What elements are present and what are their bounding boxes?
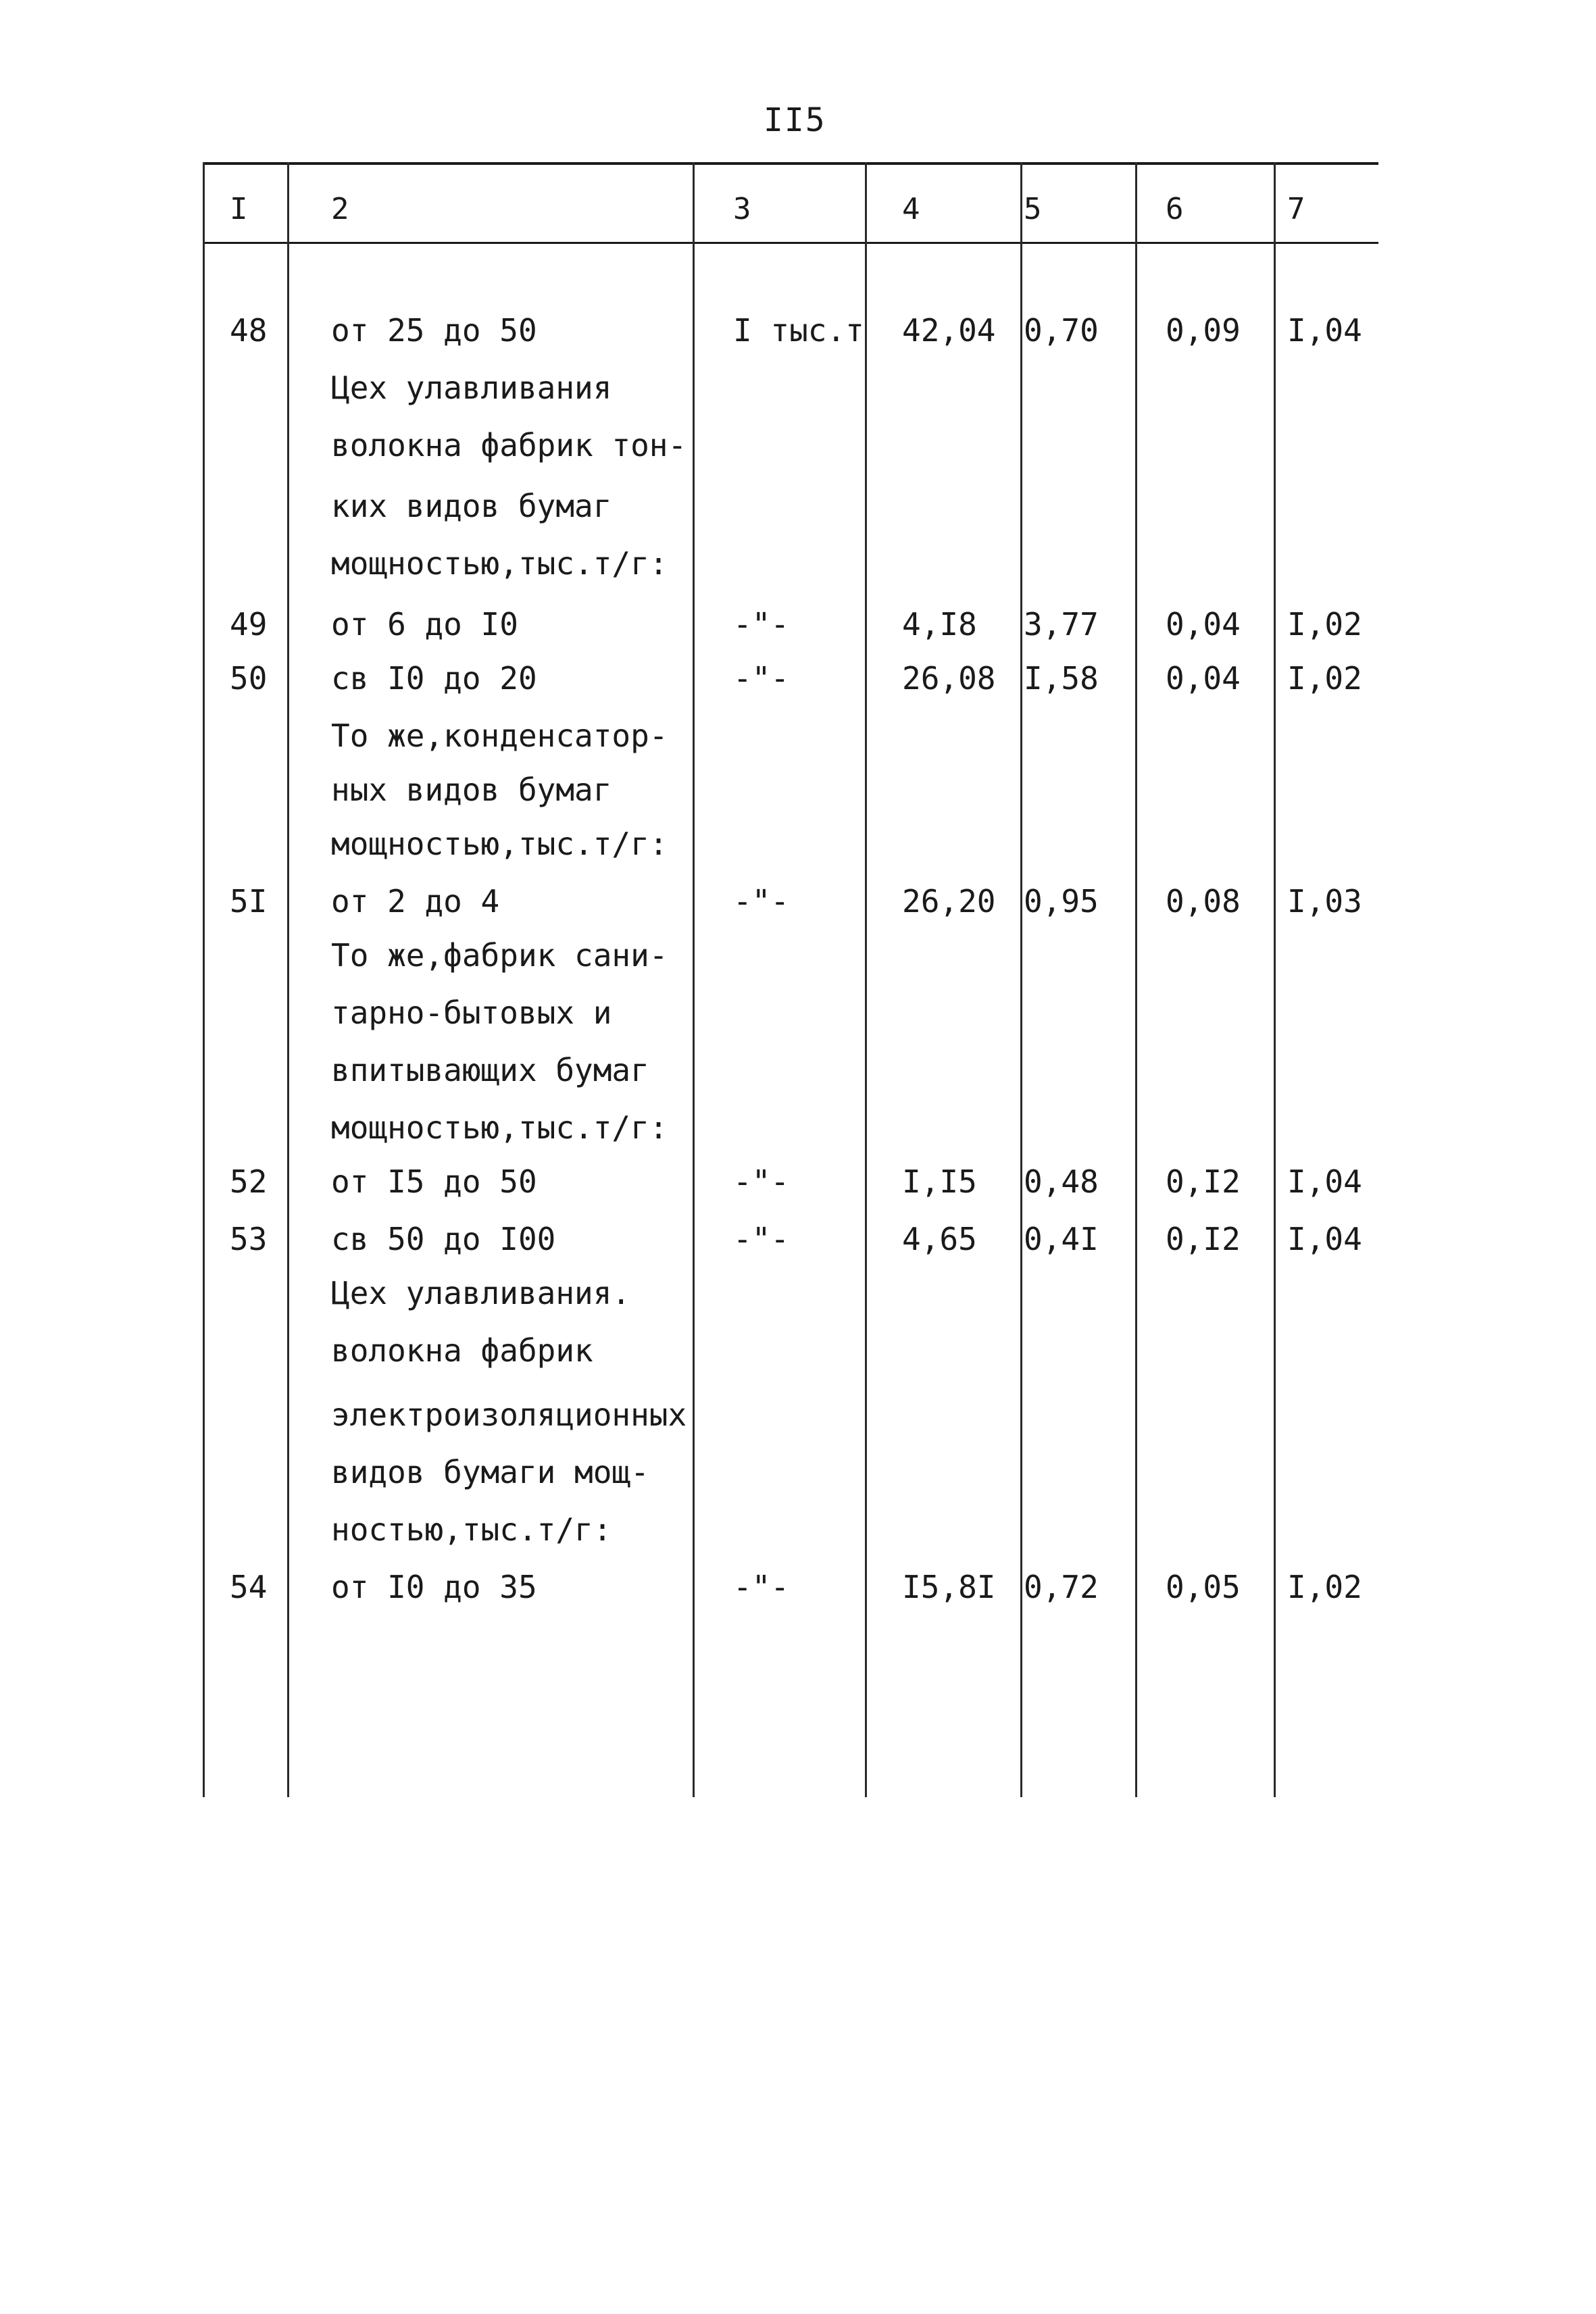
row-number: 49 xyxy=(230,606,268,643)
row-unit: I тыс.т xyxy=(733,312,864,349)
column-header: 6 xyxy=(1166,192,1184,226)
row-unit: -"- xyxy=(733,1569,790,1605)
row-value-5: 0,72 xyxy=(1024,1569,1099,1605)
column-divider xyxy=(287,162,289,1797)
row-value-5: 0,95 xyxy=(1024,883,1099,920)
row-value-6: 0,04 xyxy=(1166,606,1241,643)
row-value-6: 0,I2 xyxy=(1166,1221,1241,1257)
row-value-4: 42,04 xyxy=(902,312,996,349)
column-divider xyxy=(1020,162,1022,1797)
row-description: электроизоляционных xyxy=(331,1397,687,1433)
row-value-4: I,I5 xyxy=(902,1163,977,1200)
row-value-4: 26,08 xyxy=(902,660,996,697)
row-unit: -"- xyxy=(733,660,790,697)
row-description: ностью,тыс.т/г: xyxy=(331,1511,612,1548)
row-description: мощностью,тыс.т/г: xyxy=(331,1109,668,1146)
row-value-7: I,04 xyxy=(1287,1163,1362,1200)
column-header: 2 xyxy=(331,192,349,226)
row-value-7: I,02 xyxy=(1287,660,1362,697)
column-header: 3 xyxy=(733,192,751,226)
table-header-rule xyxy=(203,242,1378,244)
row-description: видов бумаги мощ- xyxy=(331,1454,649,1490)
row-description: ких видов бумаг xyxy=(331,488,612,524)
row-value-4: 4,65 xyxy=(902,1221,977,1257)
row-description: То же,фабрик сани- xyxy=(331,937,668,974)
row-value-5: 0,48 xyxy=(1024,1163,1099,1200)
row-value-5: I,58 xyxy=(1024,660,1099,697)
row-value-5: 0,70 xyxy=(1024,312,1099,349)
row-description: ных видов бумаг xyxy=(331,772,612,808)
row-value-7: I,02 xyxy=(1287,606,1362,643)
row-description: от 6 до I0 xyxy=(331,606,518,643)
row-description: Цех улавливания xyxy=(331,370,612,406)
row-number: 48 xyxy=(230,312,268,349)
row-number: 5I xyxy=(230,883,268,920)
column-divider xyxy=(865,162,867,1797)
row-description: волокна фабрик тон- xyxy=(331,427,687,463)
row-value-7: I,03 xyxy=(1287,883,1362,920)
row-number: 52 xyxy=(230,1163,268,1200)
row-unit: -"- xyxy=(733,883,790,920)
row-unit: -"- xyxy=(733,1163,790,1200)
page-number: II5 xyxy=(764,101,826,139)
row-description: Цех улавливания. xyxy=(331,1275,631,1311)
row-value-4: 4,I8 xyxy=(902,606,977,643)
row-value-7: I,04 xyxy=(1287,312,1362,349)
row-description: от I0 до 35 xyxy=(331,1569,537,1605)
column-divider xyxy=(203,162,205,1797)
row-description: от I5 до 50 xyxy=(331,1163,537,1200)
row-number: 54 xyxy=(230,1569,268,1605)
column-header: 4 xyxy=(902,192,920,226)
row-value-5: 0,4I xyxy=(1024,1221,1099,1257)
row-description: волокна фабрик xyxy=(331,1332,593,1369)
row-unit: -"- xyxy=(733,606,790,643)
row-value-7: I,02 xyxy=(1287,1569,1362,1605)
row-description: св I0 до 20 xyxy=(331,660,537,697)
column-divider xyxy=(1274,162,1276,1797)
column-header: 7 xyxy=(1287,192,1305,226)
row-description: То же,конденсатор- xyxy=(331,718,668,754)
column-divider xyxy=(1135,162,1137,1797)
row-value-6: 0,04 xyxy=(1166,660,1241,697)
column-header: I xyxy=(230,192,248,226)
row-description: от 2 до 4 xyxy=(331,883,500,920)
row-description: от 25 до 50 xyxy=(331,312,537,349)
row-value-6: 0,I2 xyxy=(1166,1163,1241,1200)
row-number: 50 xyxy=(230,660,268,697)
row-value-7: I,04 xyxy=(1287,1221,1362,1257)
row-description: св 50 до I00 xyxy=(331,1221,556,1257)
row-value-6: 0,05 xyxy=(1166,1569,1241,1605)
row-value-6: 0,09 xyxy=(1166,312,1241,349)
row-unit: -"- xyxy=(733,1221,790,1257)
row-value-5: 3,77 xyxy=(1024,606,1099,643)
row-description: тарно-бытовых и xyxy=(331,995,612,1031)
row-description: мощностью,тыс.т/г: xyxy=(331,545,668,582)
table-top-rule xyxy=(203,162,1378,165)
column-header: 5 xyxy=(1024,192,1042,226)
row-value-4: I5,8I xyxy=(902,1569,996,1605)
column-divider xyxy=(693,162,695,1797)
row-value-4: 26,20 xyxy=(902,883,996,920)
row-description: мощностью,тыс.т/г: xyxy=(331,826,668,862)
row-number: 53 xyxy=(230,1221,268,1257)
row-description: впитывающих бумаг xyxy=(331,1052,649,1088)
row-value-6: 0,08 xyxy=(1166,883,1241,920)
